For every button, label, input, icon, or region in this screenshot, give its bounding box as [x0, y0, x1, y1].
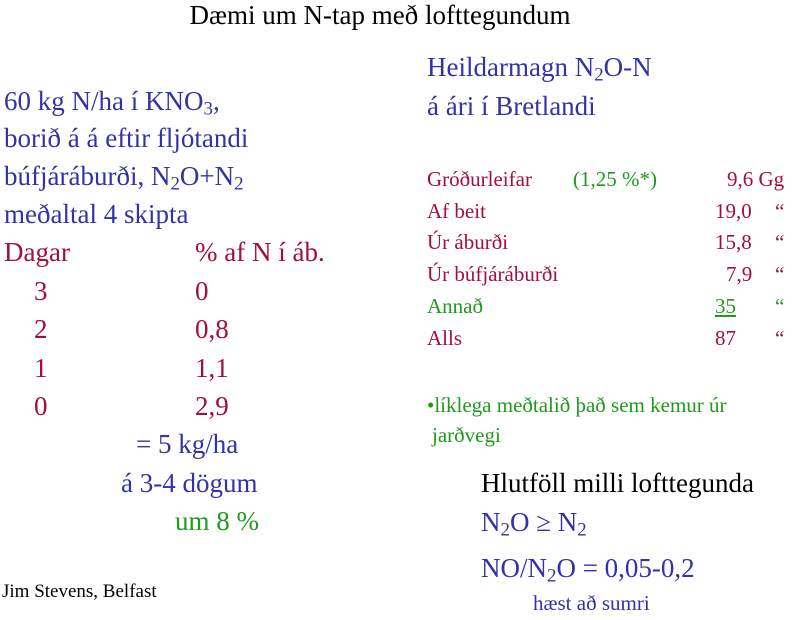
- loss-percent: um 8 %: [175, 506, 259, 536]
- footnote-line-2: jarðvegi: [432, 423, 501, 447]
- ratio-line-2: [481, 553, 695, 587]
- list-item-ditto: “: [775, 262, 785, 286]
- right-heading-2: á ári í Bretlandi: [427, 91, 596, 121]
- table-row-day: 2: [34, 314, 48, 344]
- table-row-pct: 1,1: [195, 353, 229, 383]
- list-item-label: Annað: [427, 294, 483, 318]
- ratio-2-a-sub: 2: [547, 565, 557, 587]
- intro-line-4: meðaltal 4 skipta: [4, 199, 189, 229]
- ratio-note: hæst að sumri: [533, 591, 650, 615]
- total-amount: = 5 kg/ha: [136, 429, 239, 459]
- list-item-value: 35: [715, 294, 736, 318]
- list-item-label: Gróðurleifar: [427, 167, 532, 191]
- table-header-days: Dagar: [4, 237, 70, 267]
- list-item-note: (1,25 %*): [573, 167, 657, 191]
- list-item-ditto: “: [775, 294, 785, 318]
- list-item-label: Úr áburði: [427, 230, 509, 254]
- right-heading-text: Heildarmagn N: [427, 52, 595, 82]
- ratio-2-b: O = 0,05-0,2: [556, 553, 695, 583]
- table-row-day: 0: [34, 391, 48, 421]
- right-heading-post: O-N: [603, 52, 652, 82]
- list-item-ditto: “: [775, 326, 785, 350]
- list-item-value: 15,8: [715, 230, 752, 254]
- intro-line-3-mid: O+N: [179, 161, 235, 191]
- ratio-line-1: [481, 507, 587, 541]
- ratio-1-a-sub: 2: [500, 519, 510, 541]
- right-heading-sub: 2: [594, 64, 604, 86]
- table-header-percent: % af N í áb.: [195, 237, 325, 267]
- table-row-pct: 0: [195, 276, 209, 306]
- list-item-label: Alls: [427, 326, 463, 350]
- ratio-1-b-sub: 2: [577, 519, 587, 541]
- intro-line-1-post: ,: [212, 86, 220, 116]
- list-item-label: Úr búfjáráburði: [427, 262, 559, 286]
- table-row-day: 3: [34, 276, 48, 306]
- list-item-label: Af beit: [427, 199, 486, 223]
- list-item-ditto: “: [775, 230, 785, 254]
- intro-line-3: [4, 161, 244, 195]
- right-heading: [427, 52, 652, 86]
- intro-line-3-text: búfjáráburði, N: [4, 161, 171, 191]
- credit: Jim Stevens, Belfast: [2, 581, 157, 602]
- table-row-pct: 0,8: [195, 314, 229, 344]
- ratio-2-a: NO/N: [481, 553, 547, 583]
- list-item-value: 7,9: [726, 262, 753, 286]
- table-row-pct: 2,9: [195, 391, 229, 421]
- intro-line-3-sub1: 2: [170, 173, 180, 195]
- ratio-1-a: N: [481, 507, 501, 537]
- list-item-ditto: “: [775, 199, 785, 223]
- slide-title: Dæmi um N-tap með lofttegundum: [189, 0, 571, 30]
- intro-line-1: [4, 86, 220, 120]
- list-item-value: 87: [715, 326, 736, 350]
- intro-line-3-sub2: 2: [234, 173, 244, 195]
- footnote-line-1: •líklega meðtalið það sem kemur úr: [427, 393, 727, 417]
- list-item-value: 19,0: [715, 199, 752, 223]
- table-row-day: 1: [34, 353, 48, 383]
- ratio-1-b: O ≥ N: [509, 507, 578, 537]
- intro-line-1-sub: 3: [203, 98, 213, 120]
- intro-line-2: borið á á eftir fljótandi: [4, 123, 249, 153]
- duration: á 3-4 dögum: [121, 468, 258, 498]
- ratio-heading: Hlutföll milli lofttegunda: [481, 468, 754, 498]
- list-item-value: 9,6 Gg: [727, 167, 785, 191]
- intro-line-1-text: 60 kg N/ha í KNO: [4, 86, 204, 116]
